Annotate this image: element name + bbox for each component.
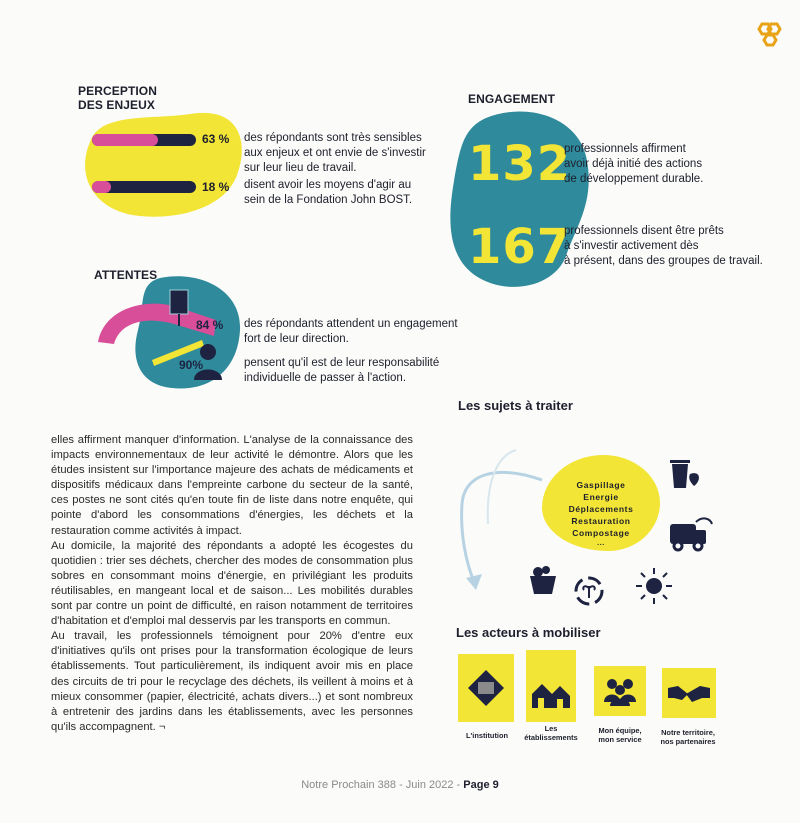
attentes-title: ATTENTES	[94, 268, 158, 282]
engagement-stat-2-line: à s'investir activement dès	[564, 240, 699, 252]
perception-yellow-blob	[70, 102, 250, 222]
perception-text-1	[244, 131, 426, 176]
hexagon-logo-icon	[752, 22, 784, 52]
engagement-stat-2-line: professionnels disent être prêts	[564, 225, 724, 237]
perception-text-1-line: des répondants sont très sensibles	[244, 132, 422, 144]
perception-title-line1: PERCEPTION	[78, 84, 158, 98]
engagement-stat-2-line: à présent, dans des groupes de travail.	[564, 255, 763, 267]
perception-text-2	[244, 178, 412, 208]
engagement-stat-1-text	[564, 142, 703, 187]
article-body	[51, 433, 413, 735]
footer-page-number: Page 9	[463, 779, 499, 791]
engagement-stat-1-line: de développement durable.	[564, 173, 704, 185]
food-basket-icon	[526, 562, 560, 598]
perception-text-2-line: disent avoir les moyens d'agir au	[244, 179, 412, 191]
sujet-item: Energie	[583, 492, 619, 502]
attentes-pct-2: 90%	[179, 358, 204, 372]
engagement-stat-1-line: professionnels affirment	[564, 143, 686, 155]
actor-label-line: nos partenaires	[660, 737, 716, 746]
attentes-pct-1: 84 %	[196, 318, 224, 332]
perception-title-line2: DES ENJEUX	[78, 98, 156, 112]
acteurs-title: Les acteurs à mobiliser	[456, 625, 601, 640]
sujet-item: Déplacements	[568, 504, 634, 514]
actor-territoire-label	[651, 728, 725, 746]
sun-energy-icon	[634, 566, 674, 606]
actor-label-line: mon service	[598, 735, 642, 744]
engagement-stat-2-number: 167	[468, 219, 572, 275]
perception-text-2-line: sein de la Fondation John BOST.	[244, 194, 413, 206]
recycle-plant-icon	[572, 574, 606, 608]
perception-bar-1-pct: 63 %	[202, 132, 230, 146]
engagement-title: ENGAGEMENT	[468, 92, 556, 106]
perception-bar-1-fill	[92, 134, 158, 146]
perception-bar-1	[92, 134, 196, 146]
actor-equipe-label	[583, 726, 657, 744]
perception-bar-2-pct: 18 %	[202, 180, 230, 194]
sujet-more: ...	[597, 540, 605, 547]
institution-logo-icon	[466, 668, 506, 708]
perception-bar-2	[92, 181, 196, 193]
perception-bar-2-fill	[92, 181, 111, 193]
article-paragraph: Au travail, les professionnels témoignent pour 20% d'entre eux d'initiatives qu'ils ont prises pour la transformation écologique de leurs établissements. Tout particulièrement, ils indiquent avoir mis en place des circuits de tri pour le recyclage des déchets, ils veillent à moins et à mieux consommer (papier, électricité, achats divers...) et sont nombreux à entretenir des jardins dans les établissements, avec les personnes qu'ils accompagnent. ¬	[51, 630, 413, 733]
actor-label-line: L'institution	[466, 731, 508, 740]
engagement-stat-1-number: 132	[468, 136, 572, 192]
electric-car-icon	[666, 514, 716, 556]
article-paragraph: Au domicile, la majorité des répondants a adopté les écogestes du quotidien : trier ses déchets, chercher des modes de consommation plus sobres en consommant moins d'énergie, en privilégiant les produits réutilisables, en mangeant local et de saison... Les mobilités durables sont par contre un point de difficulté, en raison notamment de territoires d'habitation et d'emploi mal desservis par les transports en commun.	[51, 539, 413, 628]
attentes-text-2	[244, 356, 439, 386]
footer-publication: Notre Prochain 388 - Juin 2022 -	[301, 779, 464, 791]
article-paragraph: elles affirment manquer d'information. L'analyse de la connaissance des impacts environnementaux de leur activité le démontre. Alors que les études insistent sur l'importance majeure des achats de médicaments et dispositifs médicaux dans l'empreinte carbone du secteur de la santé, ces postes ne sont cités qu'en toute fin de liste dans notre enquête, qui pointe d'abord les consommations d'énergies, les déchets et la restauration comme activités à impact.	[51, 434, 413, 537]
trash-bin-icon	[664, 456, 704, 492]
attentes-text-1-line: fort de leur direction.	[244, 333, 349, 345]
sujets-title: Les sujets à traiter	[458, 398, 573, 413]
actor-label-line: établissements	[524, 733, 578, 742]
attentes-text-1	[244, 317, 458, 347]
attentes-text-2-line: pensent qu'il est de leur responsabilité	[244, 357, 440, 369]
team-people-icon	[600, 676, 640, 706]
page-footer	[0, 779, 800, 791]
attentes-text-1-line: des répondants attendent un engagement	[244, 318, 458, 330]
handshake-icon	[666, 682, 712, 706]
sujet-item: Compostage	[572, 528, 630, 538]
perception-text-1-line: aux enjeux et ont envie de s'investir	[244, 147, 426, 159]
actor-label-line: Notre territoire,	[661, 728, 715, 737]
actor-institution-label	[450, 731, 524, 740]
engagement-stat-2-text	[564, 224, 763, 269]
attentes-illustration	[90, 270, 250, 400]
sujet-item: Gaspillage	[576, 480, 626, 490]
actor-label-line: Mon équipe,	[598, 726, 642, 735]
buildings-icon	[530, 680, 572, 710]
perception-text-1-line: sur leur lieu de travail.	[244, 162, 357, 174]
engagement-stat-1-line: avoir déjà initié des actions	[564, 158, 703, 170]
attentes-text-2-line: individuelle de passer à l'action.	[244, 372, 407, 384]
sujet-item: Restauration	[571, 516, 631, 526]
actor-label-line: Les	[544, 724, 558, 733]
actor-etablissements-label	[514, 724, 588, 742]
